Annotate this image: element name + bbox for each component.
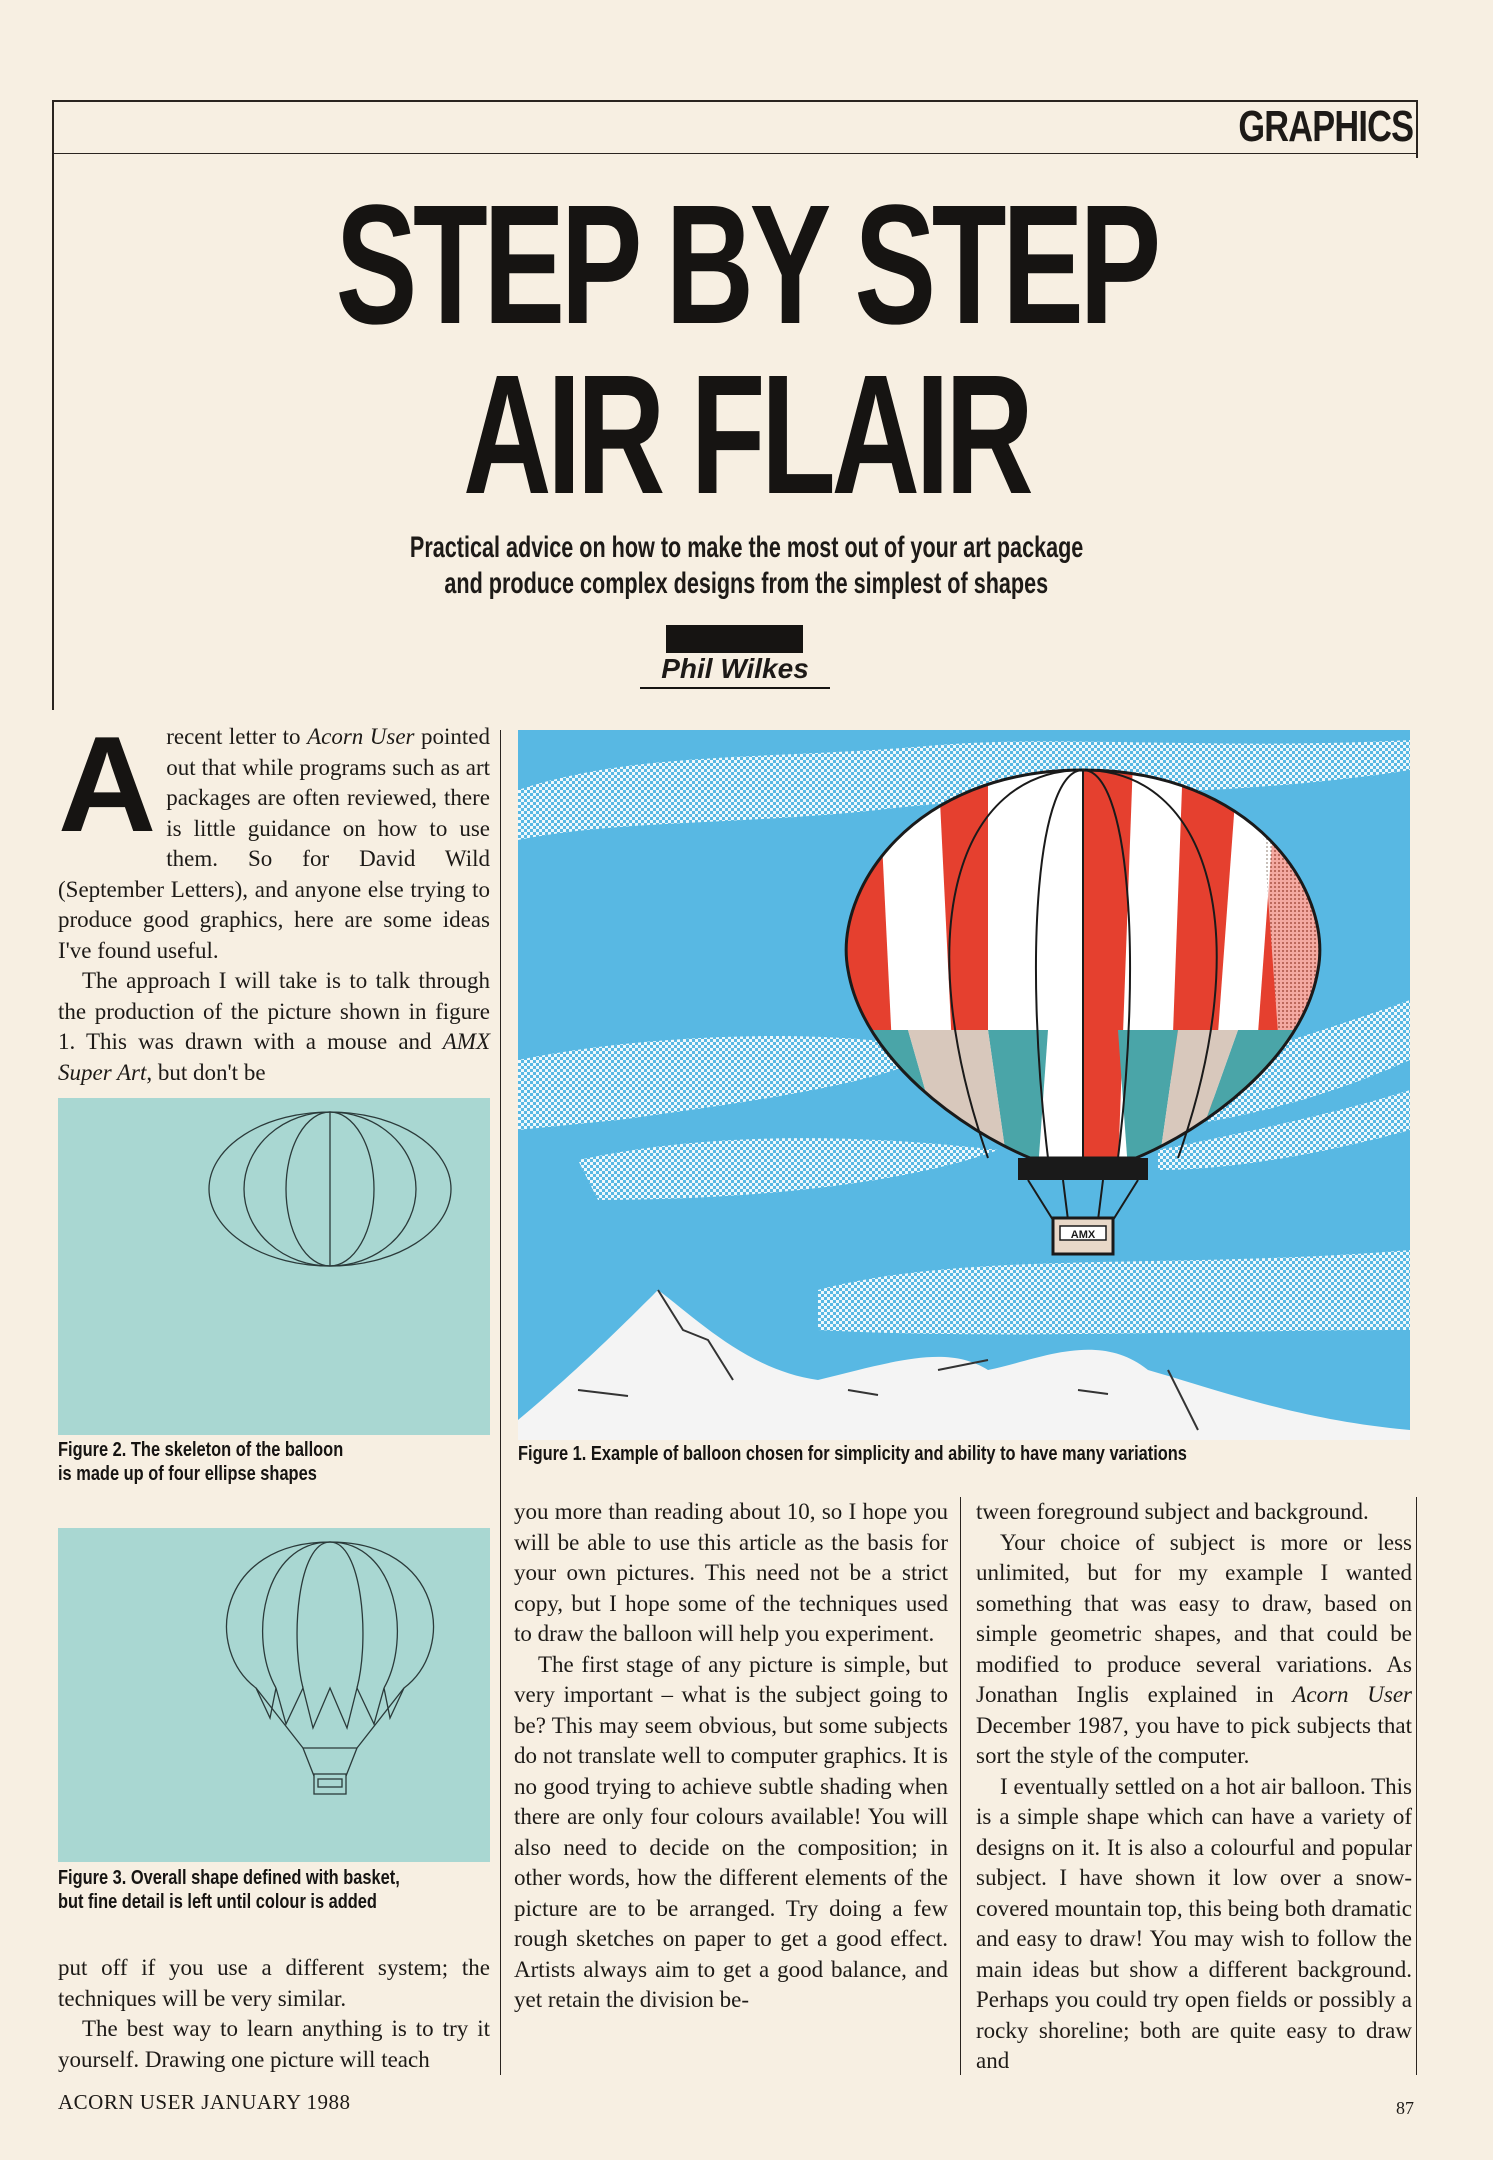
column-2-paragraph-1: you more than reading about 10, so I hope you will be able to use this article as the basis for your own pictures. This need not be a strict copy, but I hope some of the techniques used to draw the balloon will help you experiment. [514,1499,948,1646]
header-top-rule [52,100,1418,102]
column-rule-1 [500,730,501,2075]
column-3-paragraph-1: tween foreground subject and background. [976,1499,1369,1524]
column-2 [514,1497,948,2016]
section-tag: GRAPHICS [1238,102,1413,151]
standfirst-line-1: Practical advice on how to make the most out of your art package [409,531,1084,564]
headline-line-1: STEP BY STEP [335,170,1158,360]
column-rule-2 [960,1497,961,2075]
basket-label: AMX [1070,1229,1096,1241]
balloon-skeleton-drawing [58,1098,490,1435]
standfirst [0,530,1493,602]
column-3-paragraph-3: I eventually settled on a hot air balloon. This is a simple shape which can have a variety of designs on it. It is also a colourful and popular subject. I have shown it low over a snow-covered mountain top, this being both dramatic and easy to draw! You may wish to follow the main ideas but show a different background. Perhaps you could try open fields or possibly a rocky shoreline; both are quite easy to draw and [976,1773,1412,2073]
figure-2-image [58,1098,490,1435]
figure-3-caption: Figure 3. Overall shape defined with basket, but fine detail is left until colour is added [58,1867,400,1913]
standfirst-line-2: and produce complex designs from the simplest of shapes [444,567,1049,600]
footer-publication: ACORN USER JANUARY 1988 [58,2090,351,2114]
column-1-continued [58,1953,490,2075]
paragraph-2: The approach I will take is to talk through the production of the picture shown in figure 1. This was drawn with a mouse and AMX Super Art, but don't be [58,968,490,1085]
byline: Phil Wilkes [640,653,830,689]
column-3 [976,1497,1412,2077]
figure-3-image [58,1528,490,1862]
page-number: 87 [1396,2098,1414,2118]
intro-paragraph: Arecent letter to Acorn User pointed out that while programs such as art packages are often reviewed, there is little guidance on how to use them. So for David Wild (September Letters), and anyone else trying to produce good graphics, here are some ideas I've found useful. [58,708,490,963]
figure-1-image [518,730,1410,1440]
continued-paragraph-1: put off if you use a different system; the techniques will be very similar. [58,1955,490,2011]
hot-air-balloon-illustration [518,730,1410,1440]
balloon-outline-drawing [58,1528,490,1862]
drop-cap: A [58,708,157,860]
continued-paragraph-2: The best way to learn anything is to try it yourself. Drawing one picture will teach [58,2016,490,2072]
figure-2-caption: Figure 2. The skeleton of the balloon is made up of four ellipse shapes [58,1439,344,1485]
column-1-intro [58,708,490,1088]
column-2-paragraph-2: The first stage of any picture is simple, but very important – what is the subject going to be? This may seem obvious, but some subjects do not translate well to computer graphics. It is no good trying to achieve subtle shading when there are only four colours available! You will also need to decide on the composition; in other words, how the different elements of the picture are to be arranged. Try doing a few rough sketches on paper to get a good effect. Artists always aim to get a good balance, and yet retain the division be- [514,1651,948,2012]
figure-1-caption: Figure 1. Example of balloon chosen for simplicity and ability to have many variations [518,1443,1187,1465]
column-3-paragraph-2: Your choice of subject is more or less unlimited, but for my example I wanted something that was easy to draw, based on simple geometric shapes, and that could be modified to produce several variations. As Jonathan Inglis explained in Acorn User December 1987, you have to pick subjects that sort the style of the computer. [976,1529,1412,1768]
byline-bar [666,625,803,653]
frame-right-rule [1416,100,1418,158]
column-rule-3 [1416,1497,1417,2075]
header-bottom-rule [52,153,1418,154]
headline-line-2: AIR FLAIR [463,340,1030,530]
